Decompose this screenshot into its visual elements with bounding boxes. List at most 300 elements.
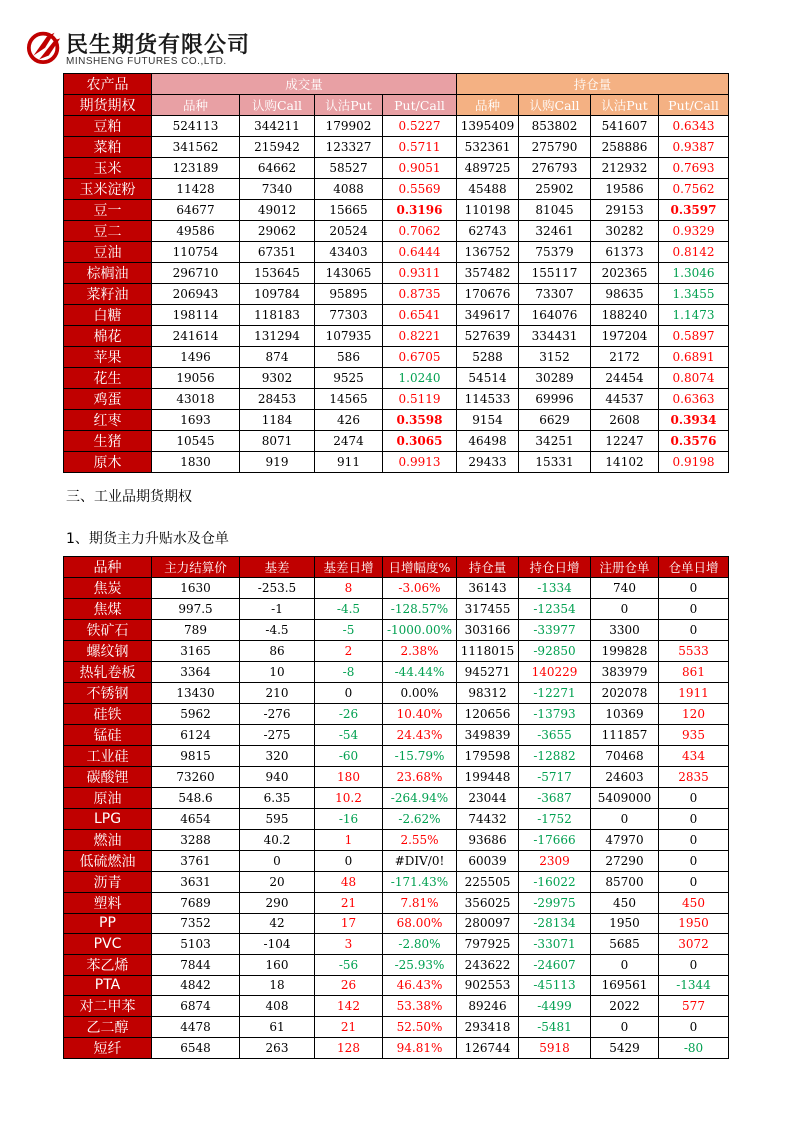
table-cell: -29975 [519, 892, 591, 913]
table-cell: 6874 [152, 996, 240, 1017]
table-cell: 0.8735 [383, 284, 457, 305]
table-cell: 46498 [457, 431, 519, 452]
table-cell: 23044 [457, 788, 519, 809]
table-cell: 30289 [519, 368, 591, 389]
table-cell: 160 [240, 954, 315, 975]
table-cell: 0.6705 [383, 347, 457, 368]
table-cell: 3631 [152, 871, 240, 892]
table-cell: 0 [591, 809, 659, 830]
product-name-cell: 塑料 [64, 892, 152, 913]
product-name-cell: 生猪 [64, 431, 152, 452]
table-cell: 40.2 [240, 829, 315, 850]
table-cell: 68.00% [383, 913, 457, 934]
table-cell: 67351 [240, 242, 315, 263]
table-row [64, 662, 729, 683]
column-header: 持仓日增 [519, 557, 591, 578]
table-cell: 0 [591, 1017, 659, 1038]
table-cell: 1395409 [457, 116, 519, 137]
table-cell: 243622 [457, 954, 519, 975]
table-cell: 206943 [152, 284, 240, 305]
table-cell: -1000.00% [383, 620, 457, 641]
table-cell: 935 [659, 725, 729, 746]
table-cell: 789 [152, 620, 240, 641]
table-cell: 548.6 [152, 788, 240, 809]
table-cell: 155117 [519, 263, 591, 284]
table-cell: 5288 [457, 347, 519, 368]
table-cell: 212932 [591, 158, 659, 179]
table-cell: 258886 [591, 137, 659, 158]
table-cell: -5481 [519, 1017, 591, 1038]
table-cell: 357482 [457, 263, 519, 284]
table-cell: 586 [315, 347, 383, 368]
product-name-cell: 不锈钢 [64, 683, 152, 704]
table-cell: 0.7062 [383, 221, 457, 242]
table-cell: 69996 [519, 389, 591, 410]
table-cell: -44.44% [383, 662, 457, 683]
minsheng-logo-icon [26, 26, 64, 66]
product-name-cell: 玉米 [64, 158, 152, 179]
product-name-cell: 玉米淀粉 [64, 179, 152, 200]
table-cell: 5533 [659, 641, 729, 662]
table-cell: 344211 [240, 116, 315, 137]
table-cell: 450 [591, 892, 659, 913]
table-cell: 303166 [457, 620, 519, 641]
table-cell: 60039 [457, 850, 519, 871]
column-header: 注册仓单 [591, 557, 659, 578]
table-cell: -17666 [519, 829, 591, 850]
table-cell: 1 [315, 829, 383, 850]
table-cell: 1184 [240, 410, 315, 431]
table-cell: 19586 [591, 179, 659, 200]
table-cell: 202365 [591, 263, 659, 284]
table-cell: -104 [240, 934, 315, 955]
table-cell: 95895 [315, 284, 383, 305]
table-cell: 81045 [519, 200, 591, 221]
table-cell: 524113 [152, 116, 240, 137]
table-cell: 21 [315, 892, 383, 913]
table-cell: 874 [240, 347, 315, 368]
table-cell: 0 [591, 599, 659, 620]
table-cell: 0 [659, 829, 729, 850]
table-cell: 19056 [152, 368, 240, 389]
table-cell: -3687 [519, 788, 591, 809]
table-cell: 4842 [152, 975, 240, 996]
table-cell: 0.6363 [659, 389, 729, 410]
product-name-cell: 沥青 [64, 871, 152, 892]
table-cell: 20 [240, 871, 315, 892]
table-cell: -276 [240, 704, 315, 725]
table-cell: 43018 [152, 389, 240, 410]
table-cell: 136752 [457, 242, 519, 263]
table-cell: 740 [591, 578, 659, 599]
table-cell: 62743 [457, 221, 519, 242]
table-cell: 2.55% [383, 829, 457, 850]
product-name-cell: 焦炭 [64, 578, 152, 599]
table-cell: 1.0240 [383, 368, 457, 389]
product-name-cell: 苯乙烯 [64, 954, 152, 975]
table-cell: 170676 [457, 284, 519, 305]
table-cell: 10 [240, 662, 315, 683]
table-cell: 0 [659, 620, 729, 641]
table-row [64, 137, 729, 158]
table-cell: 53.38% [383, 996, 457, 1017]
header-row [64, 557, 729, 578]
table-cell: -5717 [519, 767, 591, 788]
product-name-cell: 鸡蛋 [64, 389, 152, 410]
product-name-cell: 原油 [64, 788, 152, 809]
table-cell: -253.5 [240, 578, 315, 599]
table-cell: 4478 [152, 1017, 240, 1038]
table-cell: 0 [659, 954, 729, 975]
table-cell: 6.35 [240, 788, 315, 809]
table-cell: 2022 [591, 996, 659, 1017]
table-cell: 202078 [591, 683, 659, 704]
table-cell: 24603 [591, 767, 659, 788]
table-cell: -5 [315, 620, 383, 641]
table-cell: 3165 [152, 641, 240, 662]
table-cell: 5918 [519, 1038, 591, 1059]
table-cell: 30282 [591, 221, 659, 242]
table-cell: 1118015 [457, 641, 519, 662]
table-cell: 7844 [152, 954, 240, 975]
table-cell: 17 [315, 913, 383, 934]
product-name-cell: 短纤 [64, 1038, 152, 1059]
table-cell: 1.3046 [659, 263, 729, 284]
table-cell: 0.8221 [383, 326, 457, 347]
table-row [64, 452, 729, 473]
table-row [64, 326, 729, 347]
table-cell: 77303 [315, 305, 383, 326]
table-cell: 10369 [591, 704, 659, 725]
column-header: 品种 [457, 95, 519, 116]
table-cell: 1630 [152, 578, 240, 599]
table-cell: 3761 [152, 850, 240, 871]
table-cell: -13793 [519, 704, 591, 725]
table-cell: 58527 [315, 158, 383, 179]
table-cell: 320 [240, 746, 315, 767]
table-cell: -24607 [519, 954, 591, 975]
table-cell: 9302 [240, 368, 315, 389]
table-cell: 0.3934 [659, 410, 729, 431]
table-cell: 853802 [519, 116, 591, 137]
table-cell: 0.3598 [383, 410, 457, 431]
table-cell: 0.9051 [383, 158, 457, 179]
table-cell: 25902 [519, 179, 591, 200]
column-header: 基差日增 [315, 557, 383, 578]
table-cell: 29153 [591, 200, 659, 221]
table-cell: -1344 [659, 975, 729, 996]
table-cell: 43403 [315, 242, 383, 263]
column-header: 仓单日增 [659, 557, 729, 578]
table-cell: 0.3597 [659, 200, 729, 221]
logo-english-name: MINSHENG FUTURES CO.,LTD. [66, 56, 227, 67]
industrial-basis-table [63, 556, 729, 1059]
table-cell: 2474 [315, 431, 383, 452]
table-row [64, 641, 729, 662]
table-cell: 1693 [152, 410, 240, 431]
column-header: 认购Call [240, 95, 315, 116]
table-cell: 1496 [152, 347, 240, 368]
table-row [64, 263, 729, 284]
table-cell: 940 [240, 767, 315, 788]
table-row [64, 892, 729, 913]
column-header: 持仓量 [457, 557, 519, 578]
table-cell: -4.5 [315, 599, 383, 620]
table-cell: 3300 [591, 620, 659, 641]
table-cell: 341562 [152, 137, 240, 158]
section-title: 三、工业品期货期权 [66, 489, 192, 505]
table-cell: 7.81% [383, 892, 457, 913]
table-cell: 6629 [519, 410, 591, 431]
product-name-cell: 豆粕 [64, 116, 152, 137]
product-name-cell: 乙二醇 [64, 1017, 152, 1038]
table-cell: 0.7562 [659, 179, 729, 200]
table-cell: 142 [315, 996, 383, 1017]
column-header: 日增幅度% [383, 557, 457, 578]
table-row [64, 913, 729, 934]
table-cell: 49586 [152, 221, 240, 242]
table-cell: -60 [315, 746, 383, 767]
table-row [64, 1017, 729, 1038]
table-cell: -45113 [519, 975, 591, 996]
table-row [64, 620, 729, 641]
table-cell: 94.81% [383, 1038, 457, 1059]
table-cell: -16022 [519, 871, 591, 892]
table-cell: 118183 [240, 305, 315, 326]
table-cell: 296710 [152, 263, 240, 284]
table-row [64, 1038, 729, 1059]
product-name-cell: 豆油 [64, 242, 152, 263]
product-name-cell: PVC [64, 934, 152, 955]
table-cell: -2.62% [383, 809, 457, 830]
product-name-cell: 棕榈油 [64, 263, 152, 284]
product-name-cell: 燃油 [64, 829, 152, 850]
table-cell: 93686 [457, 829, 519, 850]
table-row [64, 368, 729, 389]
table-cell: 0.3576 [659, 431, 729, 452]
table-cell: 74432 [457, 809, 519, 830]
column-header: 认购Call [519, 95, 591, 116]
table-row [64, 578, 729, 599]
table-cell: 4088 [315, 179, 383, 200]
table-cell: 9815 [152, 746, 240, 767]
table-cell: 997.5 [152, 599, 240, 620]
table-cell: 44537 [591, 389, 659, 410]
table-cell: 541607 [591, 116, 659, 137]
table-cell: 197204 [591, 326, 659, 347]
table-cell: 29433 [457, 452, 519, 473]
table-cell: 276793 [519, 158, 591, 179]
table-row [64, 725, 729, 746]
table-cell: 0 [659, 1017, 729, 1038]
column-header: 基差 [240, 557, 315, 578]
table-cell: 426 [315, 410, 383, 431]
table-cell: 0 [315, 850, 383, 871]
table-cell: -171.43% [383, 871, 457, 892]
column-header: 认沽Put [591, 95, 659, 116]
table-cell: 861 [659, 662, 729, 683]
table-row [64, 704, 729, 725]
table-cell: -80 [659, 1038, 729, 1059]
table-cell: 383979 [591, 662, 659, 683]
table-cell: 0.9198 [659, 452, 729, 473]
table-cell: 85700 [591, 871, 659, 892]
table-cell: 0 [659, 809, 729, 830]
table-cell: 123189 [152, 158, 240, 179]
open-interest-group-header: 持仓量 [457, 74, 729, 95]
table-cell: 275790 [519, 137, 591, 158]
product-name-cell: 豆二 [64, 221, 152, 242]
table-cell: 47970 [591, 829, 659, 850]
product-name-cell: 铁矿石 [64, 620, 152, 641]
product-name-cell: LPG [64, 809, 152, 830]
product-name-cell: 锰硅 [64, 725, 152, 746]
table-cell: 6548 [152, 1038, 240, 1059]
sub-title: 1、期货主力升贴水及仓单 [66, 531, 229, 547]
table-cell: 919 [240, 452, 315, 473]
table-cell: -12882 [519, 746, 591, 767]
table-cell: 0.6444 [383, 242, 457, 263]
table-cell: 169561 [591, 975, 659, 996]
table-cell: 0.7693 [659, 158, 729, 179]
product-name-cell: 菜籽油 [64, 284, 152, 305]
table-cell: 0 [659, 871, 729, 892]
table-cell: 0.9311 [383, 263, 457, 284]
table-cell: 61373 [591, 242, 659, 263]
table-cell: 86 [240, 641, 315, 662]
table-cell: 13430 [152, 683, 240, 704]
header-row [64, 74, 729, 95]
table-cell: 45488 [457, 179, 519, 200]
table-cell: 3364 [152, 662, 240, 683]
table-cell: -4.5 [240, 620, 315, 641]
table-cell: 42 [240, 913, 315, 934]
table-cell: -1334 [519, 578, 591, 599]
table-cell: 199448 [457, 767, 519, 788]
table-cell: 1911 [659, 683, 729, 704]
table-cell: 15665 [315, 200, 383, 221]
table-cell: 3152 [519, 347, 591, 368]
table-cell: 0.6343 [659, 116, 729, 137]
table-row [64, 284, 729, 305]
table-cell: 1950 [659, 913, 729, 934]
product-name-cell: 原木 [64, 452, 152, 473]
subheader-row [64, 95, 729, 116]
table-row [64, 829, 729, 850]
table-cell: 450 [659, 892, 729, 913]
table-cell: 126744 [457, 1038, 519, 1059]
table-cell: 4654 [152, 809, 240, 830]
column-header: 主力结算价 [152, 557, 240, 578]
table-cell: 0.9387 [659, 137, 729, 158]
table-cell: 73260 [152, 767, 240, 788]
product-name-cell: 棉花 [64, 326, 152, 347]
table-cell: 52.50% [383, 1017, 457, 1038]
table-cell: 7352 [152, 913, 240, 934]
table-row [64, 179, 729, 200]
table-cell: 120656 [457, 704, 519, 725]
corner-cell: 农产品 [64, 74, 152, 95]
table-cell: 0 [659, 850, 729, 871]
product-name-cell: 低硫燃油 [64, 850, 152, 871]
table-cell: 349839 [457, 725, 519, 746]
table-cell: 1.3455 [659, 284, 729, 305]
table-cell: -264.94% [383, 788, 457, 809]
table-row [64, 767, 729, 788]
table-cell: -33977 [519, 620, 591, 641]
table-cell: -12354 [519, 599, 591, 620]
product-name-cell: 红枣 [64, 410, 152, 431]
table-row [64, 305, 729, 326]
table-row [64, 158, 729, 179]
table-cell: -28134 [519, 913, 591, 934]
table-cell: 54514 [457, 368, 519, 389]
table-row [64, 746, 729, 767]
table-row [64, 221, 729, 242]
table-cell: 225505 [457, 871, 519, 892]
table-cell: 123327 [315, 137, 383, 158]
table-cell: 36143 [457, 578, 519, 599]
table-cell: 0 [659, 578, 729, 599]
table-cell: 8 [315, 578, 383, 599]
table-cell: 210 [240, 683, 315, 704]
table-cell: 9154 [457, 410, 519, 431]
table-cell: 153645 [240, 263, 315, 284]
table-cell: 7689 [152, 892, 240, 913]
table-cell: 24.43% [383, 725, 457, 746]
table-cell: #DIV/0! [383, 850, 457, 871]
table-cell: -3.06% [383, 578, 457, 599]
table-cell: -3655 [519, 725, 591, 746]
table-cell: 6124 [152, 725, 240, 746]
table-cell: 2608 [591, 410, 659, 431]
product-name-cell: 硅铁 [64, 704, 152, 725]
table-cell: -25.93% [383, 954, 457, 975]
table-cell: 98312 [457, 683, 519, 704]
agri-options-table [63, 73, 729, 473]
product-name-cell: 苹果 [64, 347, 152, 368]
table-cell: 28453 [240, 389, 315, 410]
table-row [64, 954, 729, 975]
table-cell: 15331 [519, 452, 591, 473]
table-cell: 46.43% [383, 975, 457, 996]
table-cell: 945271 [457, 662, 519, 683]
table-cell: 293418 [457, 1017, 519, 1038]
table-cell: 577 [659, 996, 729, 1017]
table-row [64, 389, 729, 410]
table-cell: 0.8142 [659, 242, 729, 263]
product-name-cell: 花生 [64, 368, 152, 389]
table-cell: 3 [315, 934, 383, 955]
product-name-cell: PTA [64, 975, 152, 996]
column-header: 品种 [152, 95, 240, 116]
table-row [64, 200, 729, 221]
table-row [64, 975, 729, 996]
table-cell: 14102 [591, 452, 659, 473]
table-cell: 179598 [457, 746, 519, 767]
table-cell: 0.5711 [383, 137, 457, 158]
table-cell: 527639 [457, 326, 519, 347]
table-cell: 10545 [152, 431, 240, 452]
table-cell: 10.2 [315, 788, 383, 809]
table-cell: 20524 [315, 221, 383, 242]
product-name-cell: 热轧卷板 [64, 662, 152, 683]
table-cell: 111857 [591, 725, 659, 746]
table-cell: -1 [240, 599, 315, 620]
table-cell: 0 [659, 788, 729, 809]
table-cell: 5962 [152, 704, 240, 725]
table-cell: 29062 [240, 221, 315, 242]
